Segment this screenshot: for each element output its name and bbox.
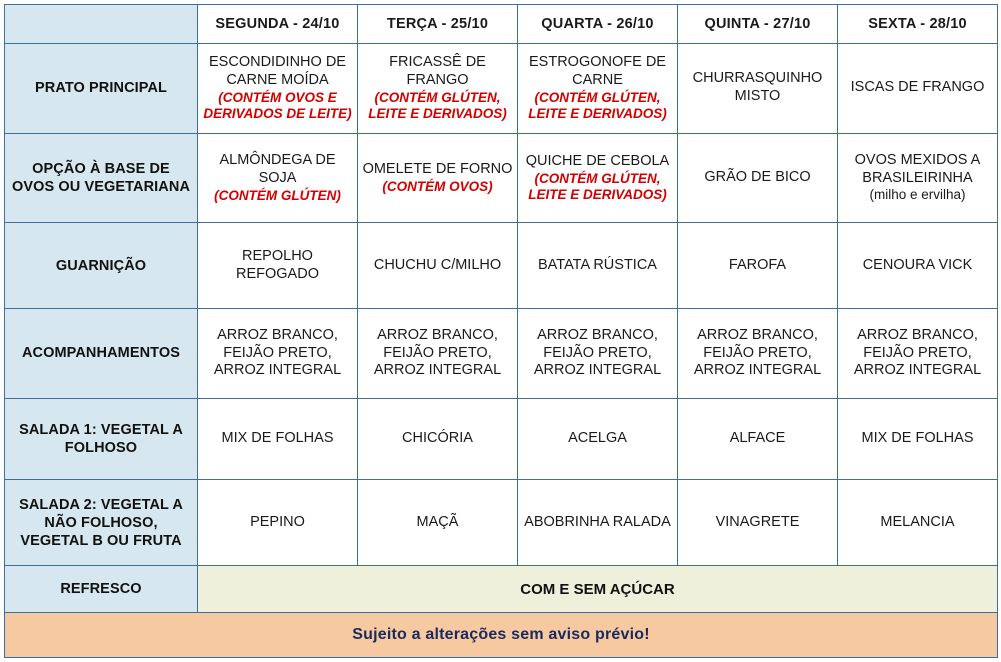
- cell-guarnicao-quinta: [678, 223, 838, 309]
- cell-allergen-note: (CONTÉM OVOS E DERIVADOS DE LEITE): [203, 89, 352, 121]
- cell-prato-terca: [358, 43, 518, 133]
- cell-acomp-sexta: [838, 309, 998, 399]
- cell-main-text: MIX DE FOLHAS: [221, 430, 334, 447]
- footer-notice: Sujeito a alterações sem aviso prévio!: [5, 613, 998, 658]
- cell-main-text: ALMÔNDEGA DE SOJA: [219, 152, 336, 186]
- cell-acomp-segunda: [198, 309, 358, 399]
- table-row: [5, 398, 998, 480]
- cell-main-text: ARROZ BRANCO, FEIJÃO PRETO, ARROZ INTEGRAL: [373, 326, 502, 379]
- cell-main-text: PEPINO: [250, 513, 305, 530]
- cell-salada2-terca: [358, 480, 518, 566]
- cell-prato-quarta: [518, 43, 678, 133]
- cell-main-text: OMELETE DE FORNO: [362, 161, 513, 177]
- cell-salada2-quarta: [518, 480, 678, 566]
- cell-main-text: ALFACE: [729, 430, 786, 447]
- table-row: [5, 223, 998, 309]
- row-label-salada-1: SALADA 1: VEGETAL A FOLHOSO: [5, 398, 198, 480]
- cell-main-text: GRÃO DE BICO: [704, 169, 811, 186]
- cell-main-text: ARROZ BRANCO, FEIJÃO PRETO, ARROZ INTEGRAL: [693, 326, 822, 379]
- cell-main-text: CHURRASQUINHO MISTO: [692, 70, 823, 105]
- cell-main-text: REPOLHO REFOGADO: [236, 247, 319, 282]
- cell-ovos-segunda: [198, 133, 358, 223]
- cell-ovos-sexta: [838, 133, 998, 223]
- cell-sub-text: (milho e ervilha): [869, 187, 966, 203]
- cell-acomp-quinta: [678, 309, 838, 399]
- cell-main-text: CHICÓRIA: [402, 430, 473, 447]
- cell-main-text: QUICHE DE CEBOLA: [525, 152, 670, 169]
- day-header-segunda: SEGUNDA - 24/10: [198, 5, 358, 44]
- cell-main-text: FRICASSÊ DE FRANGO: [389, 54, 486, 88]
- cell-salada1-terca: [358, 398, 518, 480]
- table-row-footer: [5, 613, 998, 658]
- cell-main-text: MIX DE FOLHAS: [861, 430, 974, 447]
- cell-main-text: ISCAS DE FRANGO: [850, 79, 985, 96]
- cell-ovos-quinta: [678, 133, 838, 223]
- cell-prato-quinta: [678, 43, 838, 133]
- cell-main-text: ARROZ BRANCO, FEIJÃO PRETO, ARROZ INTEGRAL: [853, 326, 982, 379]
- cell-guarnicao-quarta: [518, 223, 678, 309]
- row-label-guarnicao: GUARNIÇÃO: [5, 223, 198, 309]
- cell-allergen-note: (CONTÉM GLÚTEN, LEITE E DERIVADOS): [528, 89, 667, 121]
- weekly-menu-table: [4, 4, 998, 658]
- cell-allergen-note: (CONTÉM GLÚTEN, LEITE E DERIVADOS): [368, 89, 507, 121]
- cell-prato-sexta: [838, 43, 998, 133]
- table-row: [5, 309, 998, 399]
- row-label-salada-2: SALADA 2: VEGETAL A NÃO FOLHOSO, VEGETAL B OU FRUTA: [5, 480, 198, 566]
- cell-salada2-segunda: [198, 480, 358, 566]
- table-row: [5, 43, 998, 133]
- cell-ovos-quarta: [518, 133, 678, 223]
- row-label-opcao-ovos-vegetariana: OPÇÃO À BASE DE OVOS OU VEGETARIANA: [5, 133, 198, 223]
- table-row: [5, 480, 998, 566]
- cell-salada1-segunda: [198, 398, 358, 480]
- cell-main-text: FAROFA: [728, 256, 787, 273]
- cell-refresco-value: COM E SEM AÇÚCAR: [198, 566, 998, 613]
- cell-main-text: MAÇÃ: [416, 513, 459, 530]
- cell-main-text: ABOBRINHA RALADA: [524, 513, 671, 530]
- table-row: [5, 133, 998, 223]
- cell-guarnicao-sexta: [838, 223, 998, 309]
- cell-salada1-quarta: [518, 398, 678, 480]
- cell-main-text: ARROZ BRANCO, FEIJÃO PRETO, ARROZ INTEGRAL: [213, 326, 342, 379]
- table-row-refresco: [5, 566, 998, 613]
- cell-main-text: ACELGA: [568, 430, 627, 447]
- cell-main-text: CHUCHU C/MILHO: [373, 256, 502, 273]
- cell-main-text: ESTROGONOFE DE CARNE: [529, 54, 666, 88]
- row-label-prato-principal: PRATO PRINCIPAL: [5, 43, 198, 133]
- day-header-sexta: SEXTA - 28/10: [838, 5, 998, 44]
- cell-salada1-sexta: [838, 398, 998, 480]
- cell-guarnicao-terca: [358, 223, 518, 309]
- cell-salada1-quinta: [678, 398, 838, 480]
- cell-allergen-note: (CONTÉM GLÚTEN, LEITE E DERIVADOS): [528, 170, 667, 202]
- cell-guarnicao-segunda: [198, 223, 358, 309]
- table-header-row: [5, 5, 998, 44]
- corner-cell: [5, 5, 198, 44]
- cell-main-text: ESCONDIDINHO DE CARNE MOÍDA: [209, 54, 346, 88]
- cell-main-text: OVOS MEXIDOS A BRASILEIRINHA: [854, 152, 981, 186]
- cell-acomp-terca: [358, 309, 518, 399]
- row-label-acompanhamentos: ACOMPANHAMENTOS: [5, 309, 198, 399]
- cell-allergen-note: (CONTÉM OVOS): [382, 178, 493, 194]
- cell-main-text: VINAGRETE: [715, 513, 800, 530]
- cell-main-text: CENOURA VICK: [862, 256, 973, 273]
- cell-allergen-note: (CONTÉM GLÚTEN): [214, 187, 341, 203]
- day-header-terca: TERÇA - 25/10: [358, 5, 518, 44]
- cell-acomp-quarta: [518, 309, 678, 399]
- cell-ovos-terca: [358, 133, 518, 223]
- cell-main-text: BATATA RÚSTICA: [538, 256, 657, 273]
- row-label-refresco: REFRESCO: [5, 566, 198, 613]
- cell-salada2-sexta: [838, 480, 998, 566]
- cell-salada2-quinta: [678, 480, 838, 566]
- day-header-quarta: QUARTA - 26/10: [518, 5, 678, 44]
- cell-prato-segunda: [198, 43, 358, 133]
- cell-main-text: MELANCIA: [880, 513, 955, 530]
- cell-main-text: ARROZ BRANCO, FEIJÃO PRETO, ARROZ INTEGRAL: [533, 326, 662, 379]
- day-header-quinta: QUINTA - 27/10: [678, 5, 838, 44]
